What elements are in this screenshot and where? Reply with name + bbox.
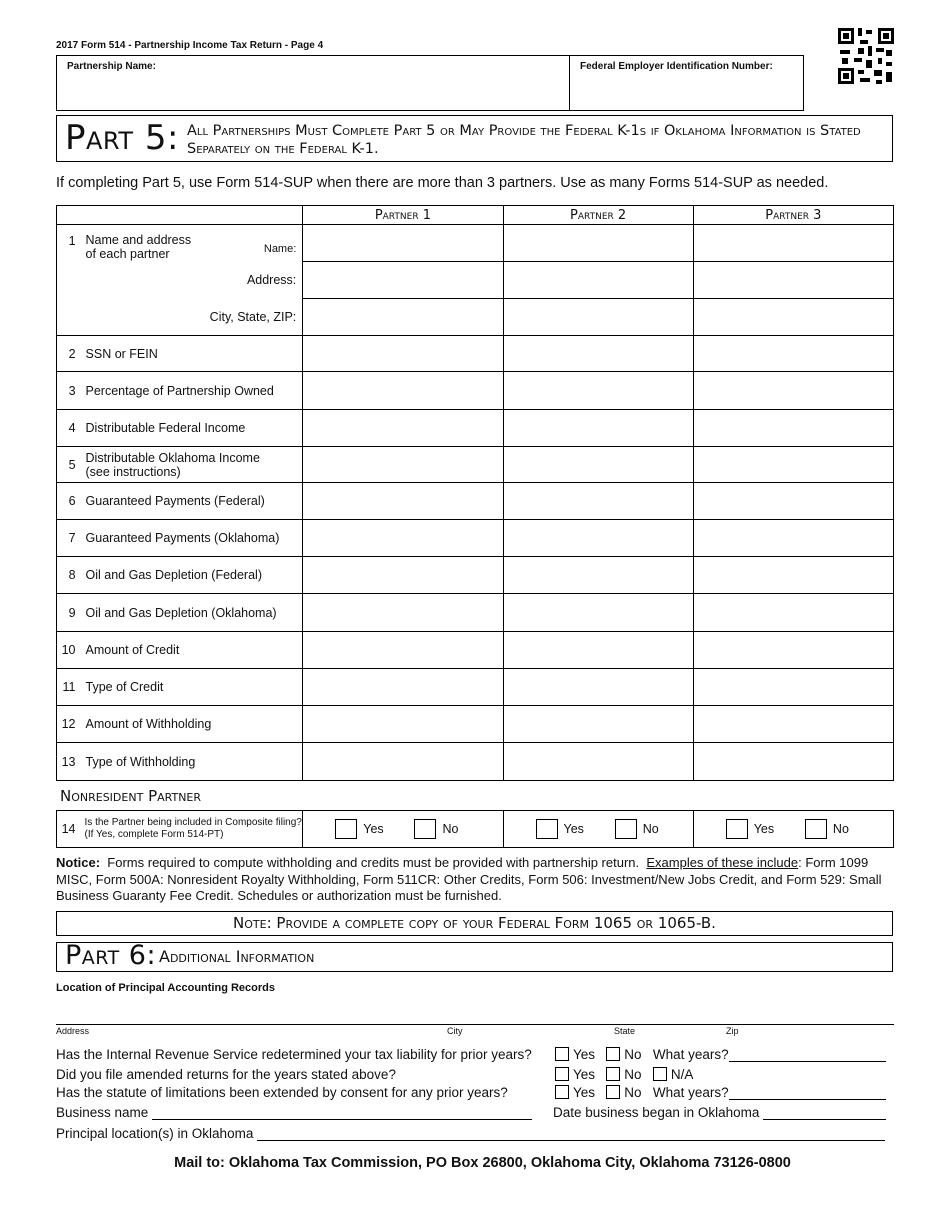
- fein-field[interactable]: [569, 55, 804, 111]
- partner-2-line-10-input[interactable]: [503, 632, 693, 669]
- partner-3-line-12-input[interactable]: [693, 706, 893, 743]
- part5-description: All Partnerships Must Complete Part 5 or May Provide the Federal K-1s if Oklahoma Information is Stated Separately on the Federal K-1.: [187, 123, 861, 157]
- table-row: [57, 632, 894, 669]
- table-corner: [57, 206, 303, 225]
- row-label: [79, 557, 303, 594]
- row-number: 13: [57, 743, 79, 781]
- address-input-line[interactable]: [56, 1024, 894, 1025]
- part6-title: Additional Information: [159, 947, 315, 966]
- row-label: [79, 447, 303, 483]
- q2-options: [555, 1067, 693, 1082]
- row-number: 5: [57, 447, 79, 483]
- table-row: [57, 483, 894, 520]
- q1-yes-checkbox[interactable]: [555, 1047, 569, 1061]
- partner-2-line-7-input[interactable]: [503, 520, 693, 557]
- row-label-text: Type of Credit: [85, 680, 164, 694]
- yes-label: Yes: [573, 1047, 596, 1062]
- partner-2-composite-yes-checkbox[interactable]: [536, 819, 558, 839]
- partner-1-line-12-input[interactable]: [303, 706, 503, 743]
- row-number: 14: [57, 811, 79, 848]
- yes-label: Yes: [753, 822, 775, 836]
- city-state-zip-sublabel: City, State, ZIP:: [79, 299, 303, 336]
- partner-2-line-5-input[interactable]: [503, 447, 693, 483]
- state-caption: State: [614, 1026, 636, 1036]
- business-name-row: [56, 1105, 532, 1120]
- part6-label: Part 6:: [65, 940, 157, 971]
- partner-1-address-input[interactable]: [303, 262, 503, 299]
- row-label-text: Amount of Credit: [85, 643, 180, 657]
- notice-underline: Examples of these include: [646, 855, 799, 870]
- q3-years-input[interactable]: [729, 1086, 886, 1100]
- table-row: [57, 410, 894, 447]
- q2-yes-checkbox[interactable]: [555, 1067, 569, 1081]
- partner-3-composite-no-checkbox[interactable]: [805, 819, 827, 839]
- row-label: [79, 669, 303, 706]
- partner-1-name-input[interactable]: [303, 225, 503, 262]
- row-label: [79, 336, 303, 372]
- table-row: [57, 706, 894, 743]
- partner-1-line-7-input[interactable]: [303, 520, 503, 557]
- partner-2-name-input[interactable]: [503, 225, 693, 262]
- partner-3-line-11-input[interactable]: [693, 669, 893, 706]
- address-sublabel: Address:: [246, 273, 297, 287]
- row-label: [79, 520, 303, 557]
- na-label: N/A: [670, 1067, 694, 1082]
- partner-2-composite-no-checkbox[interactable]: [615, 819, 637, 839]
- partner-1-line-11-input[interactable]: [303, 669, 503, 706]
- partner-3-line-4-input[interactable]: [693, 410, 893, 447]
- partner-table: [56, 205, 894, 781]
- what-years-label: What years?: [652, 1085, 729, 1100]
- notice-bold: Notice:: [56, 855, 101, 870]
- partner-1-city-input[interactable]: [303, 299, 503, 336]
- yes-label: Yes: [363, 822, 384, 836]
- partnership-name-field[interactable]: [56, 55, 570, 111]
- row-label-text: Type of Withholding: [85, 754, 196, 769]
- partner-2-line-12-input[interactable]: [503, 706, 693, 743]
- row-label-text: Distributable Oklahoma Income: [85, 450, 260, 465]
- row-label-text: Guaranteed Payments (Oklahoma): [85, 531, 280, 545]
- table-row: [57, 594, 894, 632]
- partner-3-line-8-input[interactable]: [693, 557, 893, 594]
- qr-code-icon: [838, 28, 894, 84]
- row-label: [79, 632, 303, 669]
- part5-header: [56, 115, 893, 162]
- row-label-text: SSN or FEIN: [85, 346, 158, 361]
- yes-label: Yes: [573, 1067, 596, 1082]
- partner-2-composite: [503, 811, 693, 848]
- column-header-partner-2: Partner 2: [503, 206, 693, 225]
- no-label: No: [624, 1047, 642, 1062]
- partner-2-line-13-input[interactable]: [503, 743, 693, 781]
- partner-1-composite-yes-checkbox[interactable]: [335, 819, 357, 839]
- what-years-label: What years?: [652, 1047, 729, 1062]
- table-row: [57, 336, 894, 372]
- city-caption: City: [447, 1026, 463, 1036]
- row-label-text: Amount of Withholding: [85, 717, 212, 731]
- partner-3-line-9-input[interactable]: [693, 594, 893, 632]
- partner-3-city-input[interactable]: [693, 299, 893, 336]
- partner-3-line-3-input[interactable]: [693, 372, 893, 410]
- partner-3-composite-yes-checkbox[interactable]: [726, 819, 748, 839]
- partner-2-city-input[interactable]: [503, 299, 693, 336]
- partner-3-line-5-input[interactable]: [693, 447, 893, 483]
- row-label: [79, 225, 303, 262]
- business-name-label: Business name: [56, 1105, 149, 1120]
- notice-paragraph: [56, 855, 896, 905]
- row-number: 2: [57, 336, 79, 372]
- partner-2-line-9-input[interactable]: [503, 594, 693, 632]
- no-label: No: [832, 822, 849, 836]
- partner-3-line-10-input[interactable]: [693, 632, 893, 669]
- row-label: [79, 594, 303, 632]
- partnership-name-label: Partnership Name:: [67, 61, 156, 72]
- partner-1-line-8-input[interactable]: [303, 557, 503, 594]
- partner-2-line-4-input[interactable]: [503, 410, 693, 447]
- table-row: [57, 447, 894, 483]
- table-row: [57, 372, 894, 410]
- row-number: 9: [57, 594, 79, 632]
- question-statute-extended: Has the statute of limitations been extended by consent for any prior years?: [56, 1085, 508, 1100]
- row-number: 1: [57, 225, 79, 336]
- partner-3-line-13-input[interactable]: [693, 743, 893, 781]
- notice-text-1: Forms required to compute withholding and credits must be provided with partnership return.: [107, 855, 640, 870]
- federal-copy-note: Note: Provide a complete copy of your Federal Form 1065 or 1065-B.: [56, 911, 893, 936]
- row-number: 7: [57, 520, 79, 557]
- row-number: 11: [57, 669, 79, 706]
- partner-3-line-7-input[interactable]: [693, 520, 893, 557]
- question-amended-returns: Did you file amended returns for the years stated above?: [56, 1067, 396, 1082]
- row-number: 8: [57, 557, 79, 594]
- yes-label: Yes: [563, 822, 584, 836]
- zip-caption: Zip: [726, 1026, 739, 1036]
- q3-no-checkbox[interactable]: [606, 1085, 620, 1099]
- row-label: [79, 706, 303, 743]
- date-began-row: [553, 1105, 886, 1120]
- partner-1-line-3-input[interactable]: [303, 372, 503, 410]
- row-label-text: Distributable Federal Income: [85, 421, 246, 435]
- no-label: No: [624, 1067, 642, 1082]
- partner-1-line-9-input[interactable]: [303, 594, 503, 632]
- column-header-partner-1: Partner 1: [303, 206, 503, 225]
- yes-label: Yes: [573, 1085, 596, 1100]
- row1-label-line1: Name and address: [85, 233, 192, 247]
- fein-label: Federal Employer Identification Number:: [580, 61, 773, 72]
- mail-to-address: Mail to: Oklahoma Tax Commission, PO Box 26800, Oklahoma City, Oklahoma 73126-0800: [174, 1155, 791, 1171]
- no-label: No: [642, 822, 659, 836]
- composite-table: [56, 810, 894, 848]
- partner-3-name-input[interactable]: [693, 225, 893, 262]
- principal-location-label: Principal location(s) in Oklahoma: [56, 1126, 254, 1141]
- row-label-text: Oil and Gas Depletion (Oklahoma): [85, 605, 277, 620]
- row-number: 3: [57, 372, 79, 410]
- business-name-input[interactable]: [152, 1106, 532, 1120]
- row-label-text: Oil and Gas Depletion (Federal): [85, 568, 262, 582]
- row-number: 4: [57, 410, 79, 447]
- partner-2-line-6-input[interactable]: [503, 483, 693, 520]
- row-label: [79, 743, 303, 781]
- form-title: 2017 Form 514 - Partnership Income Tax Return - Page 4: [56, 40, 324, 51]
- notice-text-2: : Form 1099 MISC, Form 500A: Nonresident Royalty Withholding, Form 511CR: Other Credits, Form 506: Investment/New Jobs Credit, and Form 529: Small Business Guaranty Fee Credit. Schedules or authorization must be furnished.: [56, 855, 882, 903]
- row-label-text: Percentage of Partnership Owned: [85, 383, 274, 398]
- row-label-text: Guaranteed Payments (Federal): [85, 494, 265, 508]
- partner-1-composite-no-checkbox[interactable]: [414, 819, 436, 839]
- q2-na-checkbox[interactable]: [653, 1067, 667, 1081]
- row-label-subtext: (see instructions): [85, 464, 181, 479]
- partner-1-line-13-input[interactable]: [303, 743, 503, 781]
- name-sublabel: Name:: [263, 243, 297, 255]
- q3-yes-checkbox[interactable]: [555, 1085, 569, 1099]
- q2-no-checkbox[interactable]: [606, 1067, 620, 1081]
- partner-1-line-10-input[interactable]: [303, 632, 503, 669]
- table-row: [57, 520, 894, 557]
- partner-2-line-3-input[interactable]: [503, 372, 693, 410]
- composite-question: Is the Partner being included in Composite filing? (If Yes, complete Form 514-PT): [79, 811, 303, 848]
- row1-label-line2: of each partner: [85, 247, 170, 261]
- table-row: [57, 743, 894, 781]
- partner-2-line-2-input[interactable]: [503, 336, 693, 372]
- table-row: [57, 669, 894, 706]
- part6-header: [56, 942, 893, 972]
- partner-3-line-6-input[interactable]: [693, 483, 893, 520]
- row-label: [79, 372, 303, 410]
- no-label: No: [624, 1085, 642, 1100]
- partner-1-line-4-input[interactable]: [303, 410, 503, 447]
- date-began-input[interactable]: [763, 1106, 886, 1120]
- part5-label: Part 5:: [65, 118, 179, 158]
- row-label: [79, 410, 303, 447]
- q1-no-checkbox[interactable]: [606, 1047, 620, 1061]
- table-row: [57, 557, 894, 594]
- partner-2-address-input[interactable]: [503, 262, 693, 299]
- part5-instruction: If completing Part 5, use Form 514-SUP when there are more than 3 partners. Use as many Forms 514-SUP as needed.: [56, 175, 829, 191]
- partner-1-line-5-input[interactable]: [303, 447, 503, 483]
- question-irs-redetermined: Has the Internal Revenue Service redetermined your tax liability for prior years?: [56, 1047, 532, 1062]
- principal-location-row: [56, 1126, 885, 1141]
- partner-2-line-8-input[interactable]: [503, 557, 693, 594]
- partner-3-address-input[interactable]: [693, 262, 893, 299]
- partner-1-line-6-input[interactable]: [303, 483, 503, 520]
- nonresident-heading: Nonresident Partner: [60, 787, 202, 805]
- row-label: [79, 483, 303, 520]
- partner-3-composite: [693, 811, 893, 848]
- principal-location-input[interactable]: [257, 1127, 885, 1141]
- partner-1-line-2-input[interactable]: [303, 336, 503, 372]
- column-header-partner-3: Partner 3: [693, 206, 893, 225]
- row-number: 6: [57, 483, 79, 520]
- row-number: 12: [57, 706, 79, 743]
- partner-1-composite: [303, 811, 503, 848]
- q1-years-input[interactable]: [729, 1048, 886, 1062]
- q1-options: [555, 1047, 886, 1062]
- row-number: 10: [57, 632, 79, 669]
- location-label: Location of Principal Accounting Records: [56, 982, 276, 994]
- partner-2-line-11-input[interactable]: [503, 669, 693, 706]
- partner-3-line-2-input[interactable]: [693, 336, 893, 372]
- no-label: No: [442, 822, 459, 836]
- date-began-label: Date business began in Oklahoma: [553, 1105, 760, 1120]
- address-caption: Address: [56, 1026, 90, 1036]
- q3-options: [555, 1085, 886, 1100]
